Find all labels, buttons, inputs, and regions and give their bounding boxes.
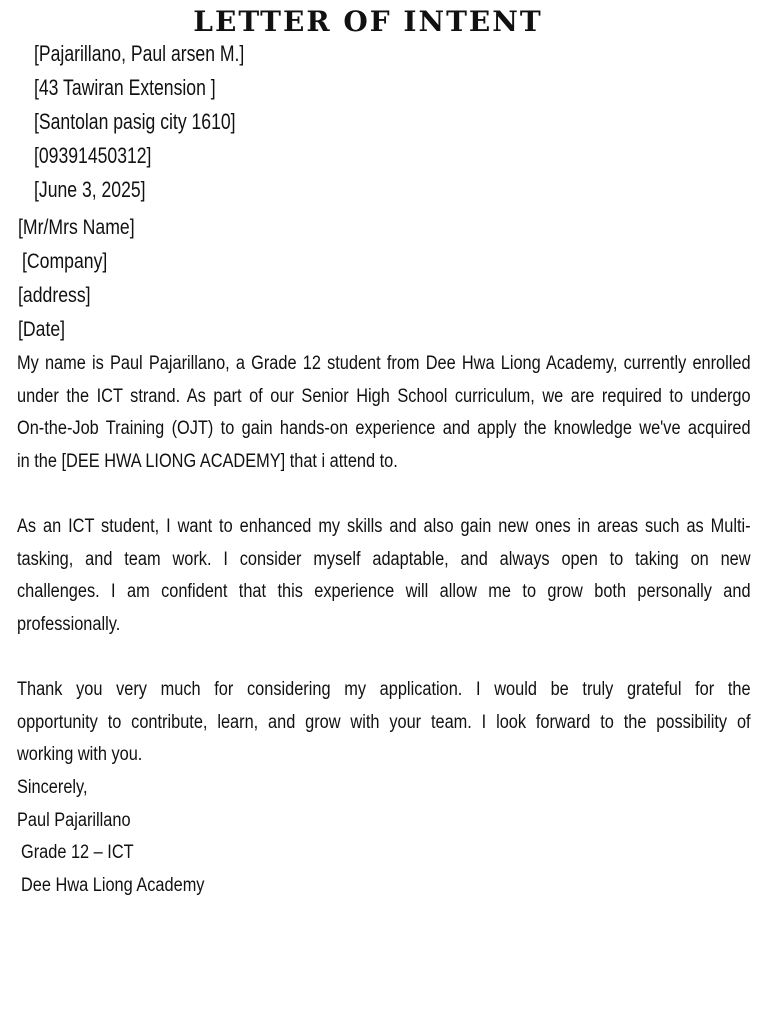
signer-grade: Grade 12 – ICT <box>21 842 134 864</box>
recipient-date: [Date] <box>18 318 66 341</box>
recipient-address: [address] <box>18 284 91 307</box>
paragraph-line: challenges. I am confident that this experience will allow me to grow both personally and <box>17 581 751 603</box>
body-paragraph-3 <box>17 674 751 772</box>
signer-school: Dee Hwa Liong Academy <box>21 874 205 896</box>
body-paragraph-1 <box>17 348 751 478</box>
signer-name: Paul Pajarillano <box>17 809 131 831</box>
sender-street: [43 Tawiran Extension ] <box>34 75 216 100</box>
paragraph-line: tasking, and team work. I consider myself adaptable, and always open to taking on new <box>17 548 751 570</box>
paragraph-line: On-the-Job Training (OJT) to gain hands-on experience and apply the knowledge we've acquired <box>17 418 751 440</box>
paragraph-line: Thank you very much for considering my application. I would be truly grateful for the <box>17 679 751 700</box>
paragraph-line: opportunity to contribute, learn, and grow with your team. I look forward to the possibility of <box>17 711 751 733</box>
sender-name: [Pajarillano, Paul arsen M.] <box>34 41 245 66</box>
paragraph-line: professionally. <box>17 613 121 635</box>
paragraph-line: working with you. <box>17 744 143 766</box>
paragraph-line: in the [DEE HWA LIONG ACADEMY] that i attend to. <box>17 450 398 472</box>
document-title: LETTER OF INTENT <box>193 5 543 38</box>
paragraph-line: My name is Paul Pajarillano, a Grade 12 student from Dee Hwa Liong Academy, currently enrolled <box>17 353 751 374</box>
recipient-name: [Mr/Mrs Name] <box>18 216 135 239</box>
closing-salutation: Sincerely, <box>17 777 88 798</box>
closing-block <box>17 772 751 902</box>
body-paragraph-2 <box>17 511 751 641</box>
sender-city: [Santolan pasig city 1610] <box>34 109 236 134</box>
paragraph-line: under the ICT strand. As part of our Senior High School curriculum, we are required to undergo <box>17 385 751 407</box>
recipient-company: [Company] <box>22 250 108 273</box>
sender-date: [June 3, 2025] <box>34 177 146 202</box>
paragraph-line: As an ICT student, I want to enhanced my skills and also gain new ones in areas such as Multi- <box>17 516 751 537</box>
sender-phone: [09391450312] <box>34 143 152 168</box>
